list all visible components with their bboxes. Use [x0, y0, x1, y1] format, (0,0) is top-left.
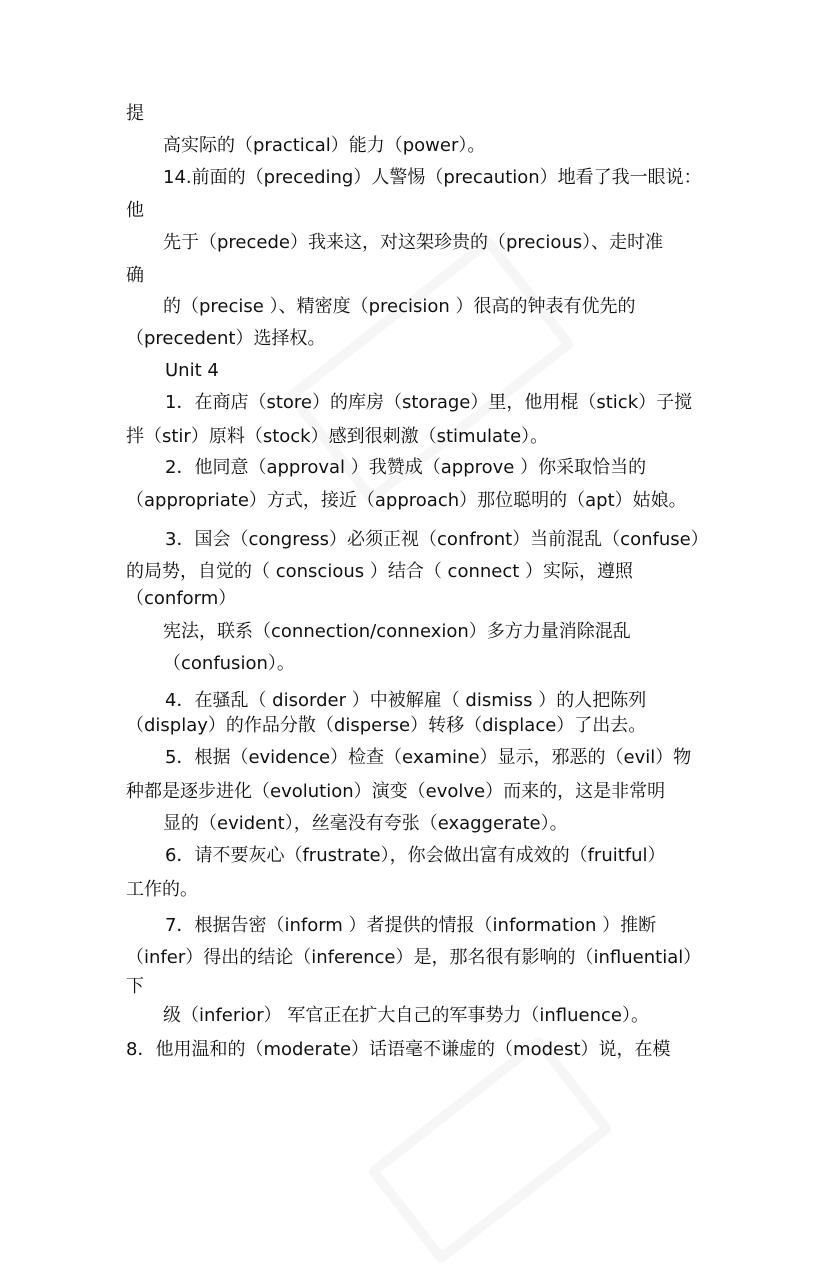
text-line: 提	[126, 103, 144, 124]
text-line: 拌（stir）原料（stock）感到很刺激（stimulate）。	[126, 426, 549, 447]
text-line: 工作的。	[126, 879, 198, 900]
text-line: 2．他同意（approval ）我赞成（approve ）你采取恰当的	[165, 457, 647, 478]
text-line: 先于（precede）我来这，对这架珍贵的（precious）、走时准	[163, 232, 664, 253]
text-line: 3．国会（congress）必须正视（confront）当前混乱（confuse）	[165, 529, 709, 550]
text-line: 的局势，自觉的（ conscious ）结合（ connect ）实际，遵照	[126, 561, 634, 582]
text-line: （display）的作品分散（disperse）转移（displace）了出去。	[126, 715, 647, 736]
text-line: 1．在商店（store）的库房（storage）里，他用棍（stick）子搅	[165, 392, 693, 413]
text-line: 4．在骚乱（ disorder ）中被解雇（ dismiss ）的人把陈列	[165, 690, 647, 711]
text-line: 显的（evident），丝毫没有夸张（exaggerate）。	[163, 813, 568, 834]
text-line: （precedent）选择权。	[126, 328, 326, 349]
text-line: 8．他用温和的（moderate）话语毫不谦虚的（modest）说，在模	[126, 1039, 671, 1060]
text-line: 6．请不要灰心（frustrate），你会做出富有成效的（fruitful）	[165, 845, 666, 866]
text-line: （confusion）。	[163, 653, 295, 674]
text-line: 宪法，联系（connection/connexion）多方力量消除混乱	[163, 621, 631, 642]
text-line: 14.前面的（preceding）人警惕（precaution）地看了我一眼说：	[163, 167, 702, 188]
text-line: 7．根据告密（inform ）者提供的情报（information ）推断	[165, 915, 657, 936]
text-line: 5．根据（evidence）检查（examine）显示，邪恶的（evil）物	[165, 747, 692, 768]
text-line: 种都是逐步进化（evolution）演变（evolve）而来的，这是非常明	[126, 781, 666, 802]
text-line: （appropriate）方式，接近（approach）那位聪明的（apt）姑娘。	[126, 490, 687, 511]
text-line: 级（inferior） 军官正在扩大自己的军事势力（influence）。	[163, 1005, 649, 1026]
text-line: 他	[126, 200, 144, 221]
text-line: （conform）	[126, 588, 237, 609]
text-line: 下	[126, 976, 144, 997]
text-line: 确	[126, 265, 144, 286]
watermark-mark	[366, 1035, 613, 1265]
section-heading: Unit 4	[165, 360, 219, 381]
text-line: （infer）得出的结论（inference）是，那名很有影响的（influential）	[126, 947, 702, 968]
text-line: 的（precise ）、精密度（precision ）很高的钟表有优先的	[163, 296, 636, 317]
text-line: 高实际的（practical）能力（power）。	[163, 135, 486, 156]
